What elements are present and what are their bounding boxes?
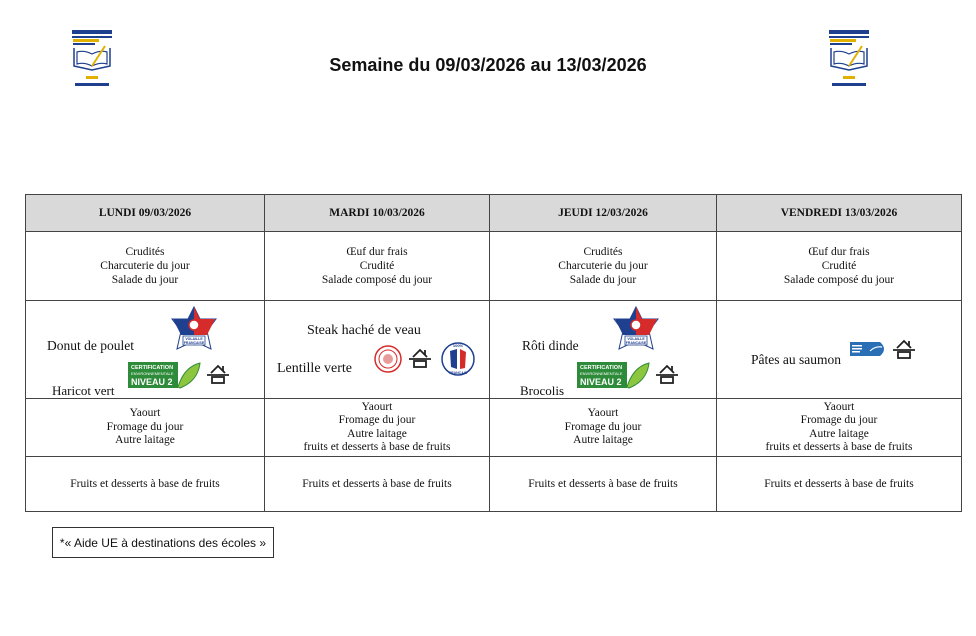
plat-cell	[490, 301, 717, 399]
header-row	[26, 195, 962, 232]
menu-item: Donut de poulet	[47, 338, 134, 353]
dessert-cell: Fruits et desserts à base de fruits	[490, 457, 717, 512]
entree-row	[26, 232, 962, 301]
menu-item: Autre laitage	[115, 434, 175, 447]
menu-item: Yaourt	[361, 400, 393, 413]
menu-item: Crudités	[125, 246, 165, 258]
plat-cell	[717, 301, 962, 399]
menu-item: Charcuterie du jour	[100, 260, 190, 272]
day-header: VENDREDI 13/03/2026	[717, 195, 962, 232]
dessert-cell: Fruits et desserts à base de fruits	[717, 457, 962, 512]
entree-cell	[265, 232, 490, 301]
menu-item: Yaourt	[823, 400, 855, 413]
fait-maison-icon	[408, 347, 432, 369]
menu-item: Yaourt	[129, 407, 161, 420]
svg-text:ENVIRONNEMENTALE: ENVIRONNEMENTALE	[131, 371, 174, 376]
fait-maison-icon	[655, 363, 679, 385]
day-header: JEUDI 12/03/2026	[490, 195, 717, 232]
menu-item: Crudité	[359, 260, 395, 272]
volaille-francaise-label-icon	[169, 305, 219, 351]
msc-label-icon	[850, 342, 888, 356]
dessert-cell: Fruits et desserts à base de fruits	[26, 457, 265, 512]
menu-item: Fromage du jour	[338, 414, 416, 426]
100-francais-icon	[440, 341, 476, 377]
svg-text:VOLAILLE: VOLAILLE	[627, 337, 645, 341]
menu-item: Salade composé du jour	[783, 274, 895, 286]
menu-item: Rôti dinde	[522, 338, 579, 353]
laitage-row	[26, 399, 962, 457]
svg-text:ENVIRONNEMENTALE: ENVIRONNEMENTALE	[580, 371, 623, 376]
laitage-cell	[717, 399, 962, 457]
plat-cell	[265, 301, 490, 399]
svg-text:FRANÇAIS: FRANÇAIS	[448, 371, 468, 375]
menu-item: Fromage du jour	[106, 420, 184, 433]
plat-cell	[26, 301, 265, 399]
menu-item: Fromage du jour	[800, 414, 878, 426]
fait-maison-icon	[206, 363, 230, 385]
entree-cell	[717, 232, 962, 301]
svg-text:CERTIFICATION: CERTIFICATION	[131, 365, 174, 371]
svg-text:NIVEAU 2: NIVEAU 2	[580, 377, 622, 387]
menu-item: Haricot vert	[52, 383, 115, 398]
menu-item: Lentille verte	[277, 361, 353, 376]
svg-text:100%: 100%	[452, 343, 464, 348]
hve-certification-icon	[577, 361, 651, 389]
menu-item: Salade composé du jour	[321, 274, 433, 286]
laitage-cell	[490, 399, 717, 457]
hve-certification-icon	[128, 361, 202, 389]
svg-text:CERTIFICATION: CERTIFICATION	[580, 365, 623, 371]
svg-text:FRANÇAISE: FRANÇAISE	[183, 341, 205, 345]
menu-item: Crudité	[821, 260, 857, 272]
menu-item: Brocolis	[520, 383, 565, 398]
entree-cell	[26, 232, 265, 301]
menu-item: Autre laitage	[347, 427, 407, 440]
menu-item: Œuf dur frais	[808, 246, 870, 258]
dessert-cell: Fruits et desserts à base de fruits	[265, 457, 490, 512]
menu-item: Yaourt	[587, 407, 619, 420]
dessert-row	[26, 457, 962, 512]
laitage-cell	[26, 399, 265, 457]
laitage-cell	[265, 399, 490, 457]
menu-item: Salade du jour	[111, 274, 179, 286]
menu-item: Pâtes au saumon	[751, 352, 841, 367]
menu-item: Œuf dur frais	[346, 246, 408, 258]
menu-item: Autre laitage	[573, 434, 633, 447]
menu-item: Autre laitage	[809, 427, 869, 440]
menu-item: fruits et desserts à base de fruits	[765, 441, 913, 453]
entree-cell	[490, 232, 717, 301]
svg-text:NIVEAU 2: NIVEAU 2	[131, 377, 173, 387]
menu-item: Charcuterie du jour	[558, 260, 648, 272]
label-rouge-icon	[373, 344, 403, 374]
day-header: MARDI 10/03/2026	[265, 195, 490, 232]
menu-item: Salade du jour	[569, 274, 637, 286]
svg-text:VOLAILLE: VOLAILLE	[185, 337, 203, 341]
volaille-francaise-label-icon	[611, 305, 661, 351]
footnote-box: *« Aide UE à destinations des écoles »	[52, 527, 274, 558]
menu-item: Fromage du jour	[564, 420, 642, 433]
menu-item: Steak haché de veau	[307, 323, 421, 338]
svg-text:FRANÇAISE: FRANÇAISE	[625, 341, 647, 345]
day-header: LUNDI 09/03/2026	[26, 195, 265, 232]
menu-item: Crudités	[583, 246, 623, 258]
page-title: Semaine du 09/03/2026 au 13/03/2026	[329, 55, 647, 75]
plat-row	[26, 301, 962, 399]
menu-table	[25, 194, 962, 512]
fait-maison-icon	[892, 338, 916, 360]
menu-item: fruits et desserts à base de fruits	[303, 441, 451, 453]
